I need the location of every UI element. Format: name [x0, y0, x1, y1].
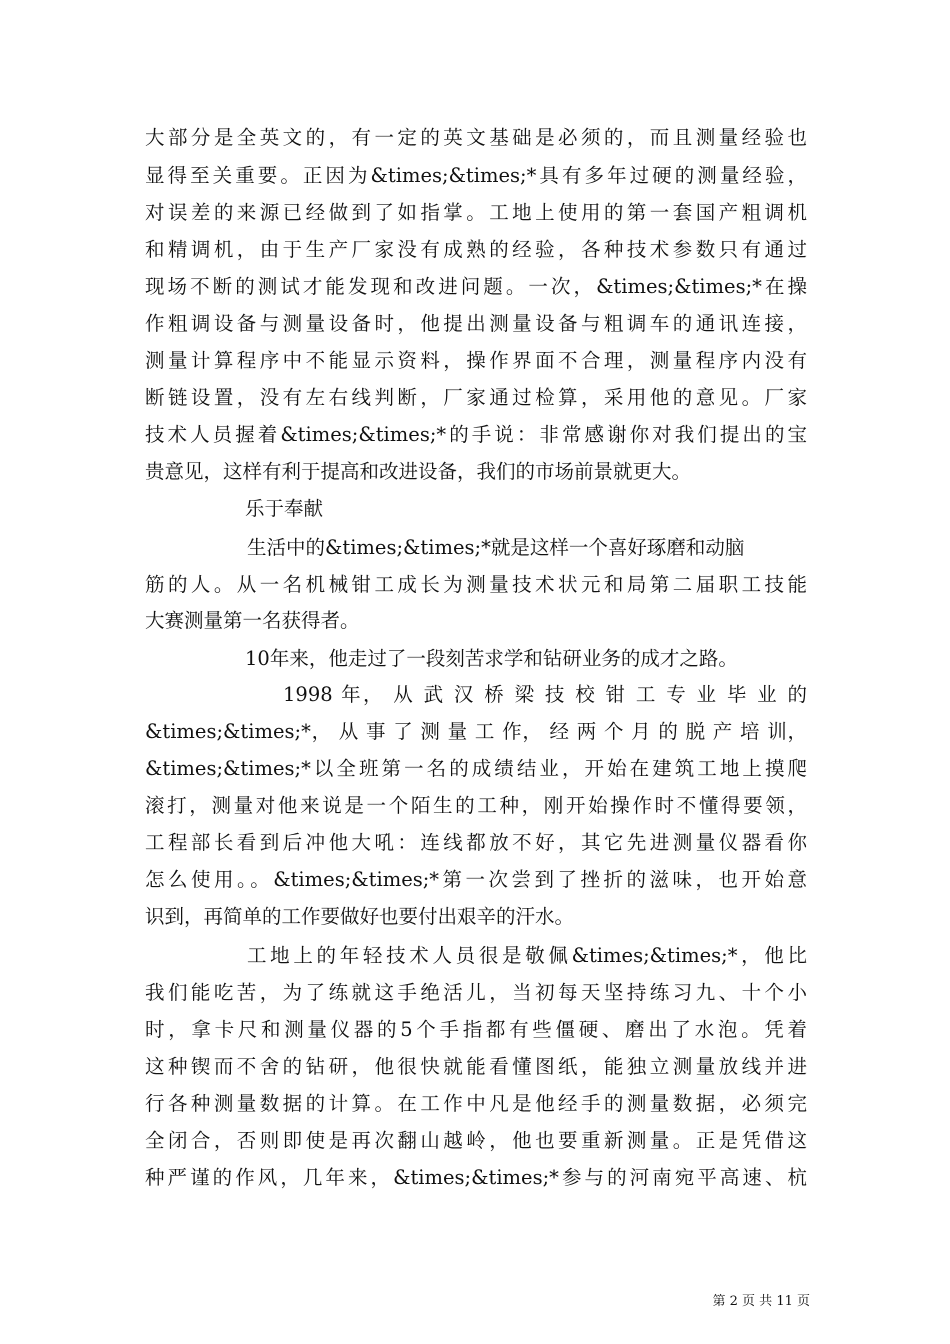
text-line: 作粗调设备与测量设备时，他提出测量设备与粗调车的通讯连接， — [145, 312, 807, 335]
text-line: 滚打，测量对他来说是一个陌生的工种，刚开始操作时不懂得要领， — [145, 794, 807, 817]
text-line: 工地上的年轻技术人员很是敬佩&times;&times;*，他比 — [247, 944, 807, 967]
text-line: 怎么使用。。&times;&times;*第一次尝到了挫折的滋味，也开始意 — [145, 868, 807, 891]
text-line: 这种锲而不舍的钻研，他很快就能看懂图纸，能独立测量放线并进 — [145, 1055, 807, 1078]
text-line: 时，拿卡尺和测量仪器的5个手指都有些僵硬、磨出了水泡。凭着 — [145, 1018, 807, 1041]
text-line: 大赛测量第一名获得者。 — [145, 609, 360, 632]
text-line: 筋的人。从一名机械钳工成长为测量技术状元和局第二届职工技能 — [145, 573, 807, 596]
text-line: 1998 年， 从 武 汉 桥 梁 技 校 钳 工 专 业 毕 业 的 — [283, 683, 807, 706]
text-line: 工程部长看到后冲他大吼：连线都放不好，其它先进测量仪器看你 — [145, 831, 807, 854]
text-line: &times;&times;*以全班第一名的成绩结业，开始在建筑工地上摸爬 — [145, 757, 807, 780]
text-line: &times;&times;*， 从 事 了 测 量 工 作， 经 两 个 月 的 脱 产 培 训， — [145, 720, 807, 743]
text-line: 全闭合，否则即使是再次翻山越岭，他也要重新测量。正是凭借这 — [145, 1129, 807, 1152]
text-line: 我们能吃苦，为了练就这手绝活儿，当初每天坚持练习九、十个小 — [145, 981, 807, 1004]
text-line: 种严谨的作风，几年来，&times;&times;*参与的河南宛平高速、杭 — [145, 1166, 807, 1189]
text-line: 和精调机，由于生产厂家没有成熟的经验，各种技术参数只有通过 — [145, 238, 807, 261]
text-line: 测量计算程序中不能显示资料，操作界面不合理，测量程序内没有 — [145, 349, 807, 372]
text-line: 对误差的来源已经做到了如指掌。工地上使用的第一套国产粗调机 — [145, 201, 807, 224]
text-line: 识到，再简单的工作要做好也要付出艰辛的汗水。 — [145, 905, 575, 928]
text-line: 10年来，他走过了一段刻苦求学和钻研业务的成才之路。 — [245, 647, 738, 670]
text-line: 现场不断的测试才能发现和改进问题。一次，&times;&times;*在操 — [145, 275, 807, 298]
text-line: 生活中的&times;&times;*就是这样一个喜好琢磨和动脑 — [247, 536, 745, 559]
text-line: 技术人员握着&times;&times;*的手说：非常感谢你对我们提出的宝 — [145, 423, 807, 446]
text-line: 显得至关重要。正因为&times;&times;*具有多年过硬的测量经验， — [145, 164, 807, 187]
section-heading: 乐于奉献 — [245, 497, 324, 520]
text-line: 大部分是全英文的，有一定的英文基础是必须的，而且测量经验也 — [145, 126, 807, 149]
page-number: 第 2 页 共 11 页 — [712, 1294, 810, 1309]
text-line: 行各种测量数据的计算。在工作中凡是他经手的测量数据，必须完 — [145, 1092, 807, 1115]
text-line: 断链设置，没有左右线判断，厂家通过检算，采用他的意见。厂家 — [145, 386, 807, 409]
text-line: 贵意见，这样有利于提高和改进设备，我们的市场前景就更大。 — [145, 460, 692, 483]
